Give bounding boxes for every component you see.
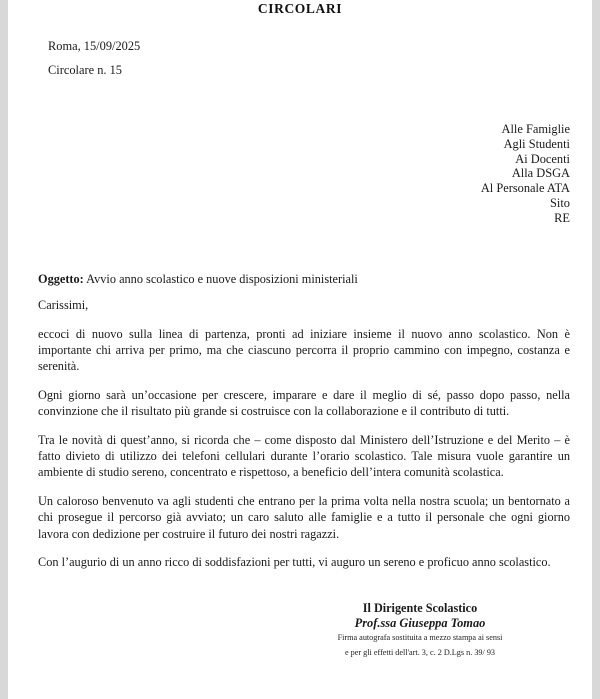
document-page	[8, 0, 592, 699]
body-paragraph: eccoci di nuovo sulla linea di partenza, pronti ad iniziare insieme il nuovo anno scolastico. Non è importante chi arriva per primo, ma che ciascuno percorra il proprio cammino con impegno, costanza e serenità.	[38, 327, 570, 374]
page-title: CIRCOLARI	[257, 1, 343, 16]
signature-note-line-1: Firma autografa sostituita a mezzo stampa ai sensi	[337, 633, 503, 642]
recipient-item: Agli Studenti	[503, 136, 570, 151]
signature-note-line-2: e per gli effetti dell'art. 3, c. 2 D.Lgs n. 39/ 93	[344, 648, 496, 657]
greeting-line: Carissimi,	[38, 298, 89, 312]
body-paragraph: Ogni giorno sarà un’occasione per crescere, imparare e dare il meglio di sé, passo dopo passo, nella convinzione che il risultato più grande si costruisce con la collaborazione e il contributo di tutti.	[38, 388, 570, 419]
date-block	[48, 34, 140, 82]
body-paragraph: Un caloroso benvenuto va agli studenti che entrano per la prima volta nella nostra scuola; un bentornato a chi prosegue il percorso già avviato; un caro saluto alle famiglie e a tutto il personale che ogni giorno lavora con dedizione per costruire il futuro dei nostri ragazzi.	[38, 494, 570, 541]
subject-label: Oggetto:	[38, 272, 84, 286]
date-line: Roma, 15/09/2025	[48, 39, 141, 53]
recipient-item: Alla DSGA	[511, 166, 570, 181]
signature-name: Prof.ssa Giuseppa Tomao	[354, 616, 486, 630]
recipient-item: Alle Famiglie	[501, 122, 570, 136]
recipient-list	[481, 122, 570, 226]
recipient-item: RE	[554, 210, 570, 225]
circular-number: Circolare n. 15	[48, 63, 122, 77]
recipient-item: Al Personale ATA	[480, 181, 570, 196]
recipient-item: Sito	[550, 195, 570, 210]
body-paragraph: Tra le novità di quest’anno, si ricorda che – come disposto dal Ministero dell’Istruzione e del Merito – è fatto divieto di utilizzo dei telefoni cellulari durante l’orario scolastico. Tale misura vuole garantire un ambiente di studio sereno, concentrato e rispettoso, a beneficio dell’intera comunità scolastica.	[38, 433, 570, 480]
body-text	[38, 326, 570, 570]
body-paragraph: Con l’augurio di un anno ricco di soddisfazioni per tutti, vi auguro un sereno e proficuo anno scolastico.	[38, 555, 551, 570]
subject-line	[38, 271, 358, 287]
subject-text: Avvio anno scolastico e nuove disposizioni ministeriali	[86, 272, 358, 286]
signature-block	[270, 601, 570, 660]
signature-role: Il Dirigente Scolastico	[362, 601, 478, 615]
recipient-item: Ai Docenti	[515, 151, 570, 166]
